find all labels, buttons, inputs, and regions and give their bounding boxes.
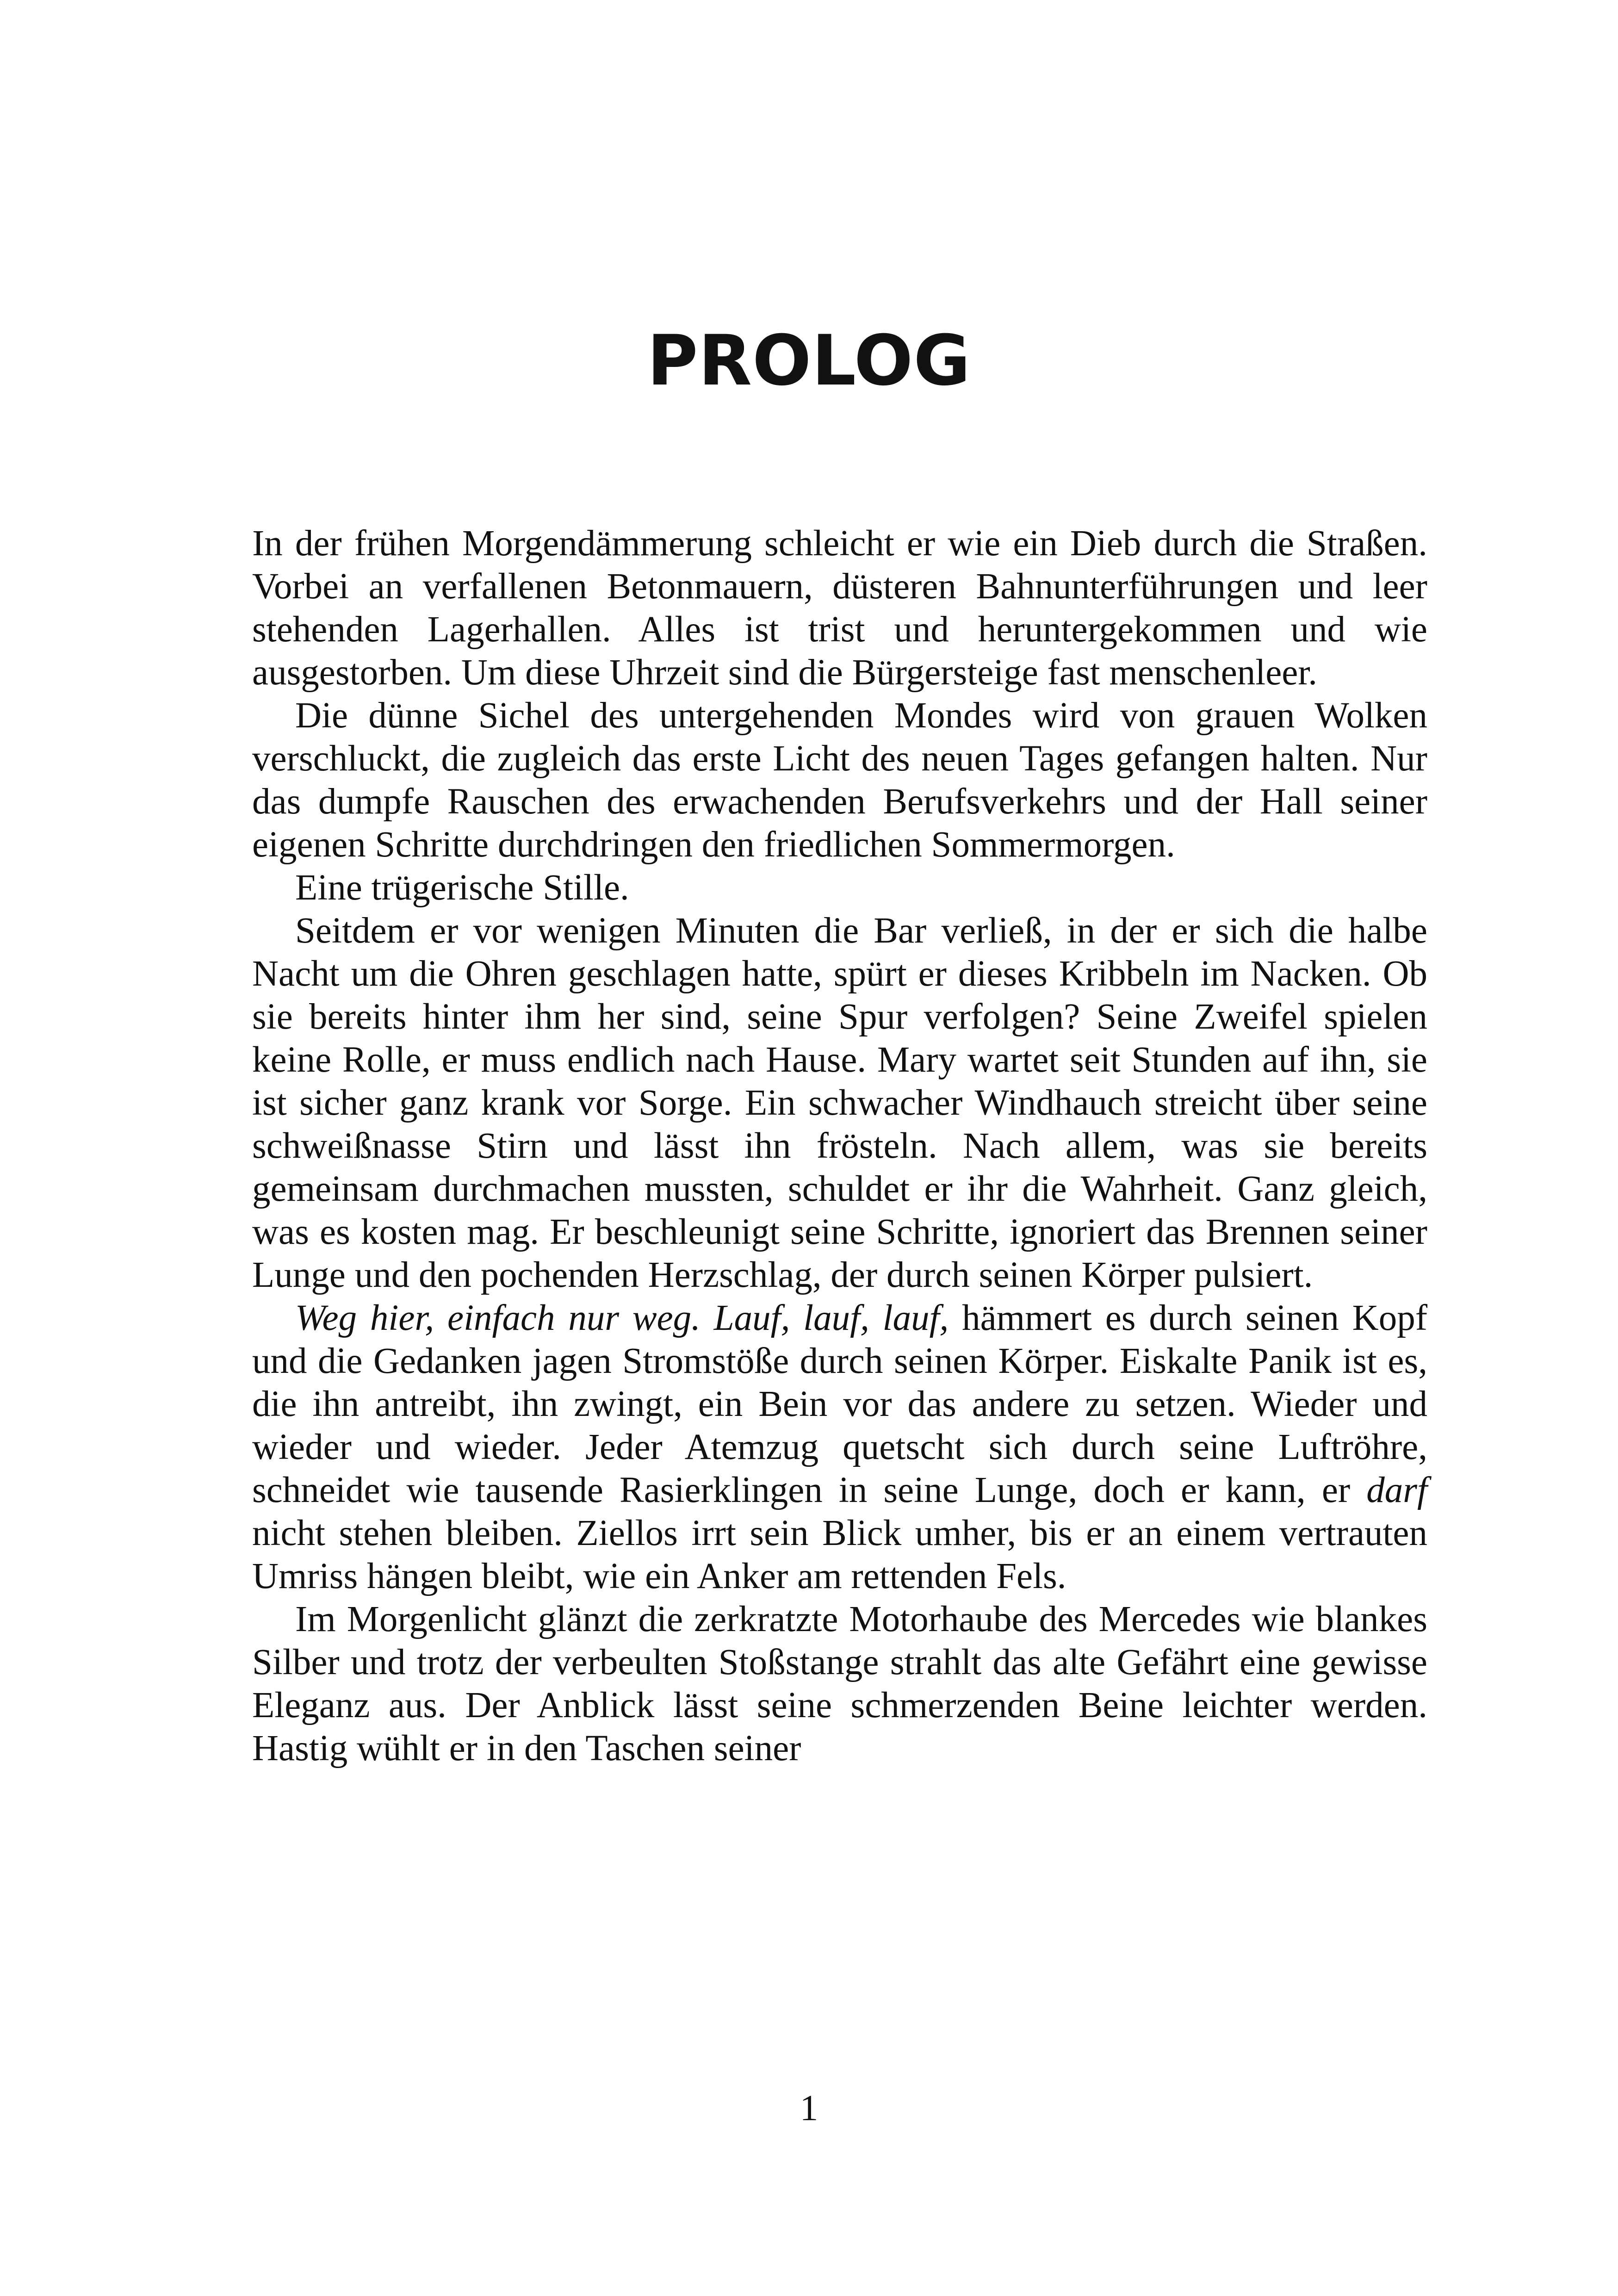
paragraph-2 <box>252 694 1427 866</box>
paragraph-1 <box>252 522 1427 694</box>
paragraph-3-text: Eine trügerische Stille. <box>295 868 629 908</box>
page-number: 1 <box>800 2088 818 2128</box>
paragraph-6-text: Im Morgenlicht glänzt die zerkratzte Motorhaube des Mercedes wie blankes Silber und trotz der verbeulten Stoßstange strahlt das alte Gefährt eine gewisse Eleganz aus. Der Anblick lässt seine schmerzenden Beine leichter werden. Hastig wühlt er in den Taschen seiner <box>252 1599 1427 1769</box>
paragraph-5-text-b: nicht stehen bleiben. Ziellos irrt sein Blick umher, bis er an einem vertrauten Umriss hängen bleibt, wie ein Anker am rettenden Fels. <box>252 1513 1427 1596</box>
paragraph-5 <box>252 1297 1427 1598</box>
paragraph-5-text-a: hämmert es durch seinen Kopf und die Gedanken jagen Stromstöße durch seinen Körper. Eiskalte Panik ist es, die ihn antreibt, ihn zwingt, ein Bein vor das andere zu setzen. Wieder und wieder und wieder. Jeder Atemzug quetscht sich durch seine Luftröhre, schneidet wie tausende Rasierklingen in seine Lunge, doch er kann, er <box>252 1298 1427 1510</box>
paragraph-5-italic-opening: Weg hier, einfach nur weg. Lauf, lauf, lauf, <box>295 1298 949 1338</box>
paragraph-2-text: Die dünne Sichel des untergehenden Mondes wird von grauen Wolken verschluckt, die zugleich das erste Licht des neuen Tages gefangen halten. Nur das dumpfe Rauschen des erwachenden Berufsverkehrs und der Hall seiner eigenen Schritte durchdringen den friedlichen Sommermorgen. <box>252 695 1427 865</box>
paragraph-4 <box>252 909 1427 1297</box>
paragraph-3 <box>252 866 1427 909</box>
paragraph-1-text: In der frühen Morgendämmerung schleicht er wie ein Dieb durch die Straßen. Vorbei an verfallenen Betonmauern, düsteren Bahnunterführungen und leer stehenden Lagerhallen. Alles ist trist und heruntergekommen und wie ausgestorben. Um diese Uhrzeit sind die Bürgersteige fast menschenleer. <box>252 523 1427 693</box>
paragraph-5-italic-word: darf <box>1366 1470 1427 1510</box>
chapter-title: PROLOG <box>647 321 971 401</box>
body-text <box>252 522 1427 1770</box>
paragraph-6 <box>252 1598 1427 1770</box>
paragraph-4-text: Seitdem er vor wenigen Minuten die Bar verließ, in der er sich die halbe Nacht um die Ohren geschlagen hatte, spürt er dieses Kribbeln im Nacken. Ob sie bereits hinter ihm her sind, seine Spur verfolgen? Seine Zweifel spielen keine Rolle, er muss endlich nach Hause. Mary wartet seit Stunden auf ihn, sie ist sicher ganz krank vor Sorge. Ein schwacher Windhauch streicht über seine schweißnasse Stirn und lässt ihn frösteln. Nach allem, was sie bereits gemeinsam durchmachen mussten, schuldet er ihr die Wahrheit. Ganz gleich, was es kosten mag. Er beschleunigt seine Schritte, ignoriert das Brennen seiner Lunge und den pochenden Herzschlag, der durch seinen Körper pulsiert. <box>252 911 1427 1295</box>
